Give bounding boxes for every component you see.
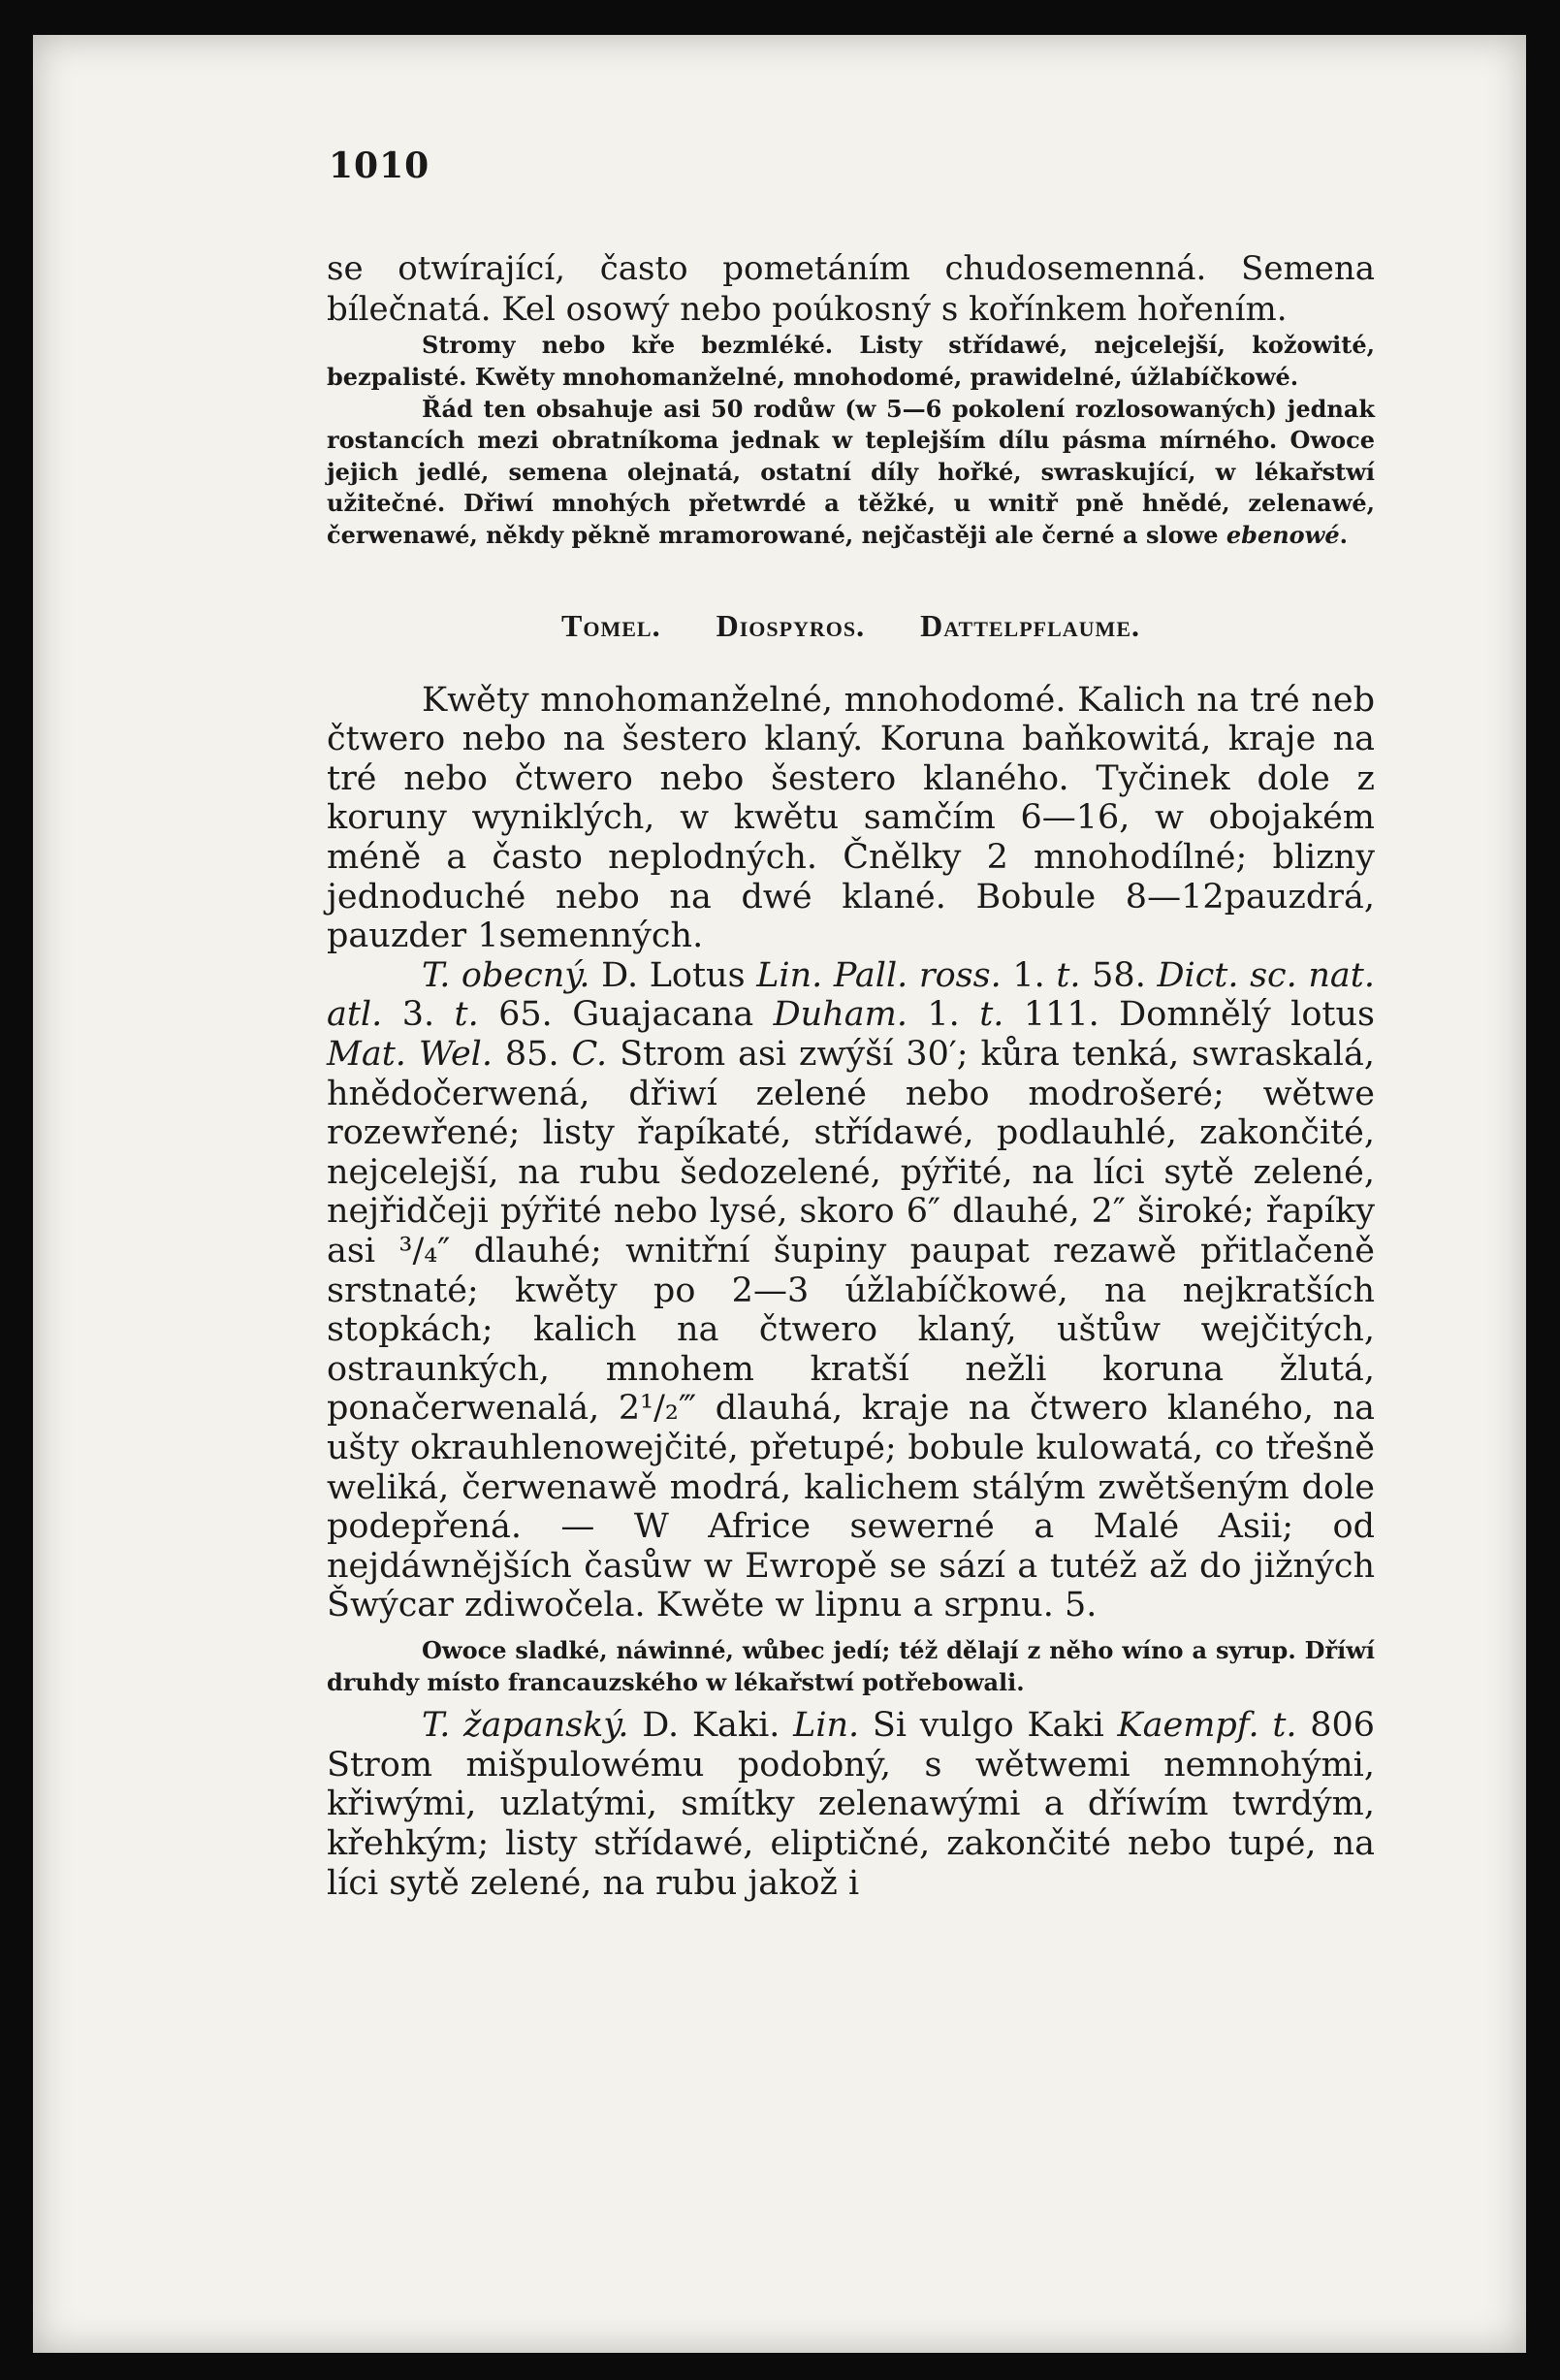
species-kaki-author-1: Lin. [793,1706,860,1746]
species-kaki-author-2: Kaempf. t. [1117,1706,1297,1746]
genus-heading [327,608,1375,644]
species-lotus-ref-1: D. Lotus [589,955,757,995]
order-characteristics: Stromy nebo kře bezmléké. Listy střídawé, nejcelejší, kožowité, bezpalisté. Kwěty mnohomanželné, mnohodomé, prawidelné, úžlabíčkowé. [327,331,1375,391]
species-lotus-description: Strom asi zwýší 30′; kůra tenká, swraskalá, hnědočerwená, dřiwí zelené nebo modrošeré; wětwe rozewřené; listy řapíkaté, střídawé, podlauhlé, zakončité, nejcelejší, na rubu šedozelené, pýřité, na líci sytě zelené, nejřidčeji pýřité nebo lysé, skoro 6″ dlauhé, 2″ široké; řapíky asi ³/₄″ dlauhé; wnitřní šupiny paupat rezawě přitlačeně srstnaté; kwěty po 2—3 úžlabíčkowé, na nejkratších stopkách; kalich na čtwero klaný, uštůw wejčitých, ostraunkých, mnohem kratší nežli koruna žlutá, ponačerwenalá, 2¹/₂‴ dlauhá, kraje na čtwero klaného, na ušty okrauhlenowejčité, přetupé; bobule kulowatá, co třešně weliká, čerwenawě modrá, kalichem stálým zwětšeným dole podepřená. — W Africe sewerné a Malé Asii; od nejdáwnějších časůw w Ewropě se sází a tutéž až do jižných Šwýcar zdiwočela. Kwěte w lipnu a srpnu. 5. [327,1035,1375,1625]
species-lotus-ref-7: 111. Domnělý lotus [1003,995,1375,1035]
page-number: 1010 [329,145,430,186]
page-content [327,145,1375,1903]
genus-german-name: Dattelpflaume. [920,607,1140,643]
order-notes [327,394,1375,552]
species-lotus-note: Owoce sladké, náwinné, wůbec jedí; též dělají z něho wíno a syrup. Dříwí druhdy místo francauzského w lékařstwí potřebowali. [327,1635,1375,1696]
order-notes-italic: ebenowé [1226,521,1340,550]
species-kaki-description: 806 Strom mišpulowému podobný, s wětwemi nemnohými, křiwými, uzlatými, smítky zelenawými a dříwím twrdým, křehkým; listy střídawé, eliptičné, zakončité nebo tupé, na líci sytě zelené, na rubu jakož i [327,1706,1375,1903]
order-notes-end: . [1339,521,1348,550]
species-lotus-entry [327,956,1375,1625]
order-notes-text: Řád ten obsahuje asi 50 rodůw (w 5—6 pokolení rozlosowaných) jednak rostancích mezi obratníkoma jednak w teplejším dílu pásma mírného. Owoce jejich jedlé, semena olejnatá, ostatní díly hořké, swraskující, w lékařstwí užitečné. Dřiwí mnohých přetwrdé a těžké, u wnitř pně hnědé, zelenawé, čerwenawé, někdy pěkně mramorowané, nejčastěji ale černé a slowe [327,394,1375,550]
species-lotus-author-6: t. [979,995,1004,1035]
species-kaki-name: T. žapanský. [422,1706,629,1746]
genus-description: Kwěty mnohomanželné, mnohodomé. Kalich na tré neb čtwero nebo na šestero klaný. Koruna baňkowitá, kraje na tré nebo čtwero nebo šestero klaného. Tyčinek dole z koruny wyniklých, w kwětu samčím 6—16, w obojakém méně a často neplodných. Čnělky 2 mnohodílné; blizny jednoduché nebo na dwé klané. Bobule 8—12pauzdrá, pauzder 1semenných. [327,680,1375,956]
species-lotus-ref-2: 1. [1001,955,1057,995]
species-lotus-author-8: C. [571,1035,608,1075]
genus-czech-name: Tomel. [561,607,661,643]
intro-paragraph: se otwírající, často pometáním chudosemenná. Semena bílečnatá. Kel osowý nebo poúkosný s kořínkem hořením. [327,249,1375,330]
species-lotus-author-4: t. [454,995,479,1035]
species-lotus-author-1: Lin. Pall. ross. [756,955,1002,995]
species-lotus-author-7: Mat. Wel. [327,1035,493,1075]
species-kaki-ref-1: D. Kaki. [628,1706,794,1746]
species-lotus-author-5: Duham. [773,995,907,1035]
species-kaki-entry [327,1706,1375,1903]
species-lotus-ref-8: 85. [492,1035,572,1075]
genus-latin-name: Diospyros. [716,607,866,643]
species-lotus-ref-5: 65. Guajacana [478,995,774,1035]
species-lotus-author-3: Dict. sc. nat. atl. [327,955,1375,1035]
species-kaki-ref-2: Si vulgo Kaki [859,1706,1118,1746]
species-lotus-ref-4: 3. [382,995,455,1035]
species-lotus-ref-6: 1. [907,995,980,1035]
species-lotus-author-2: t. [1056,955,1081,995]
species-lotus-ref-3: 58. [1080,955,1158,995]
species-lotus-name: T. obecný. [422,955,590,995]
